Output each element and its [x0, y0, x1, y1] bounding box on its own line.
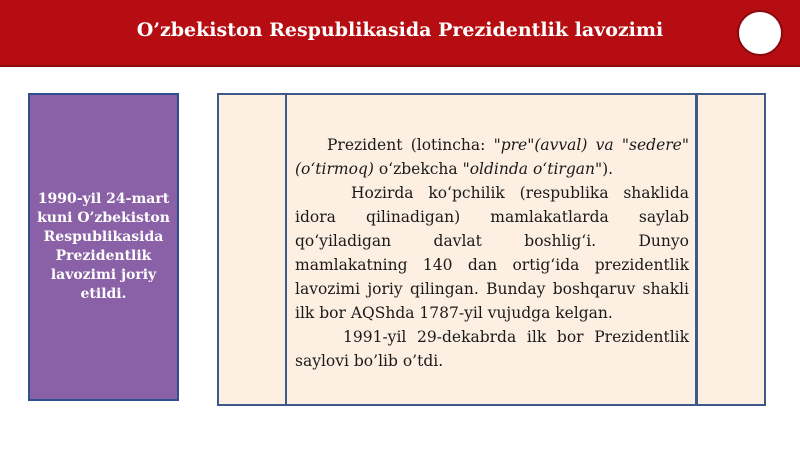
paragraph-first-election: 1991-yil 29-dekabrda ilk bor Prezidentlik saylovi bo’lib o’tdi.: [295, 328, 689, 370]
definition-text-end: ").: [594, 160, 614, 178]
definition-text-start: Prezident (lotincha:: [327, 136, 494, 154]
paragraph-current-state: Hozirda ko‘pchilik (respublika shaklida idora qilinadigan) mamlakatlarda saylab qo‘yiladigan davlat boshlig‘i. Dunyo mamlakatning 140 dan ortig‘ida prezidentlik lavozimi joriy qilingan. Bunday boshqaruv shakli ilk bor AQShda 1787-yil vujudga kelgan.: [295, 184, 689, 322]
definition-text-mid: o‘zbekcha ": [373, 160, 470, 178]
page-title: O’zbekiston Respublikasida Prezidentlik lavozimi: [136, 19, 664, 41]
paragraph-definition: [295, 133, 689, 181]
date-info-box: [28, 93, 179, 401]
header-circle: [737, 10, 783, 56]
header-bar: [0, 0, 800, 67]
right-side-panel: [696, 93, 766, 406]
date-info-text: 1990-yil 24-mart kuni O’zbekiston Respublikasida Prezidentlik lavozimi joriy etildi.: [37, 191, 170, 302]
main-text-panel: [285, 93, 697, 406]
definition-uzbek-italic: oldinda o‘tirgan: [469, 160, 595, 178]
left-side-panel: [217, 93, 289, 406]
definition-latin-italic: "pre"(avval) va "sedere" (o‘tirmoq): [295, 136, 689, 178]
main-text: [295, 133, 689, 373]
